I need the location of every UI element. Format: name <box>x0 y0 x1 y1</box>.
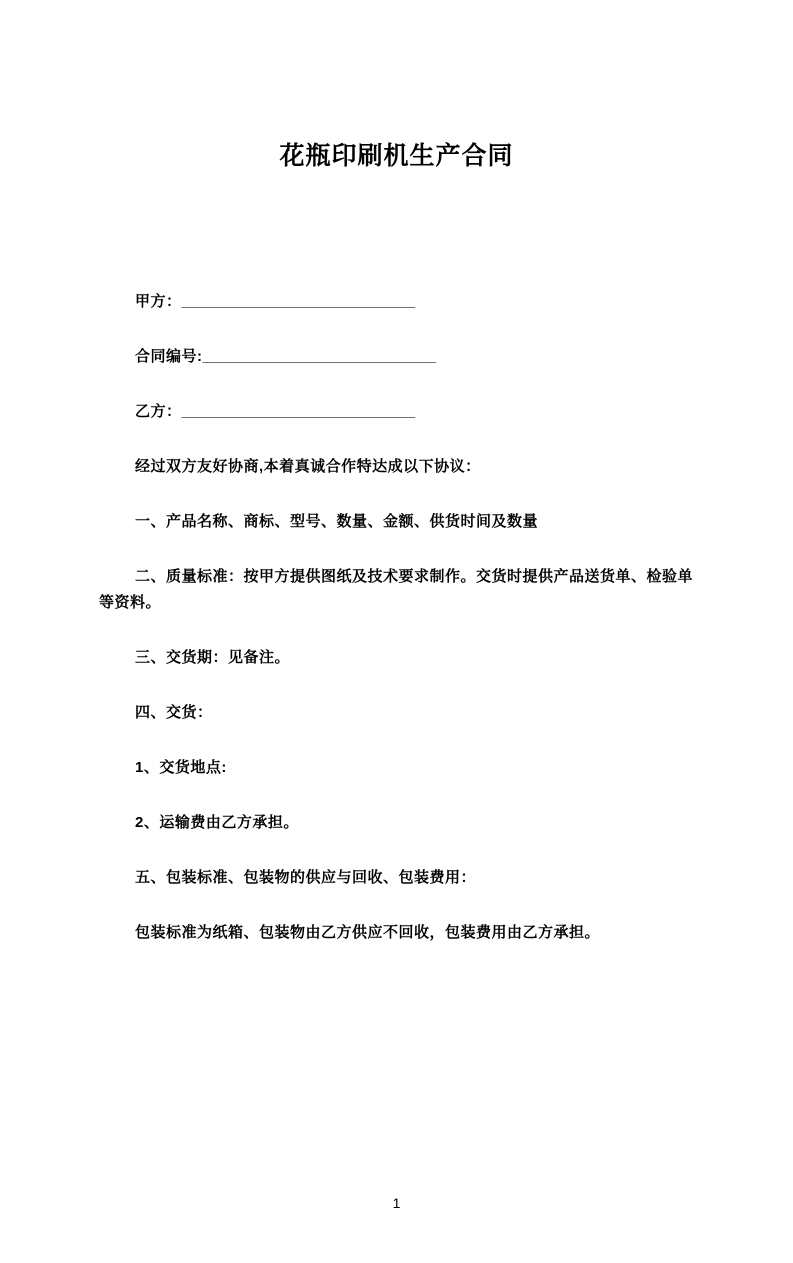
party-b-blank-line: ____________________________ <box>181 403 416 420</box>
party-b-label: 乙方： <box>135 403 182 420</box>
contract-number-field <box>99 344 694 370</box>
clause-5-packaging: 五、包装标准、包装物的供应与回收、包装费用： <box>135 869 477 886</box>
clause-5-packaging-detail: 包装标准为纸箱、包装物由乙方供应不回收，包装费用由乙方承担。 <box>135 924 601 941</box>
party-a-field <box>99 289 694 315</box>
document-title: 花瓶印刷机生产合同 <box>279 142 514 170</box>
clause-4-delivery: 四、交货： <box>135 704 213 721</box>
clause-4-item-1-location: 1、交货地点: <box>135 759 227 776</box>
party-b-field <box>99 399 694 425</box>
contract-number-blank-line: ____________________________ <box>202 348 437 365</box>
contract-number-label: 合同编号: <box>135 348 203 365</box>
clause-1-product: 一、产品名称、商标、型号、数量、金额、供货时间及数量 <box>135 513 539 530</box>
document-page <box>0 141 793 1263</box>
party-a-blank-line: ____________________________ <box>181 293 416 310</box>
page-number: 1 <box>392 1195 401 1211</box>
clause-2-quality: 二、质量标准：按甲方提供图纸及技术要求制作。交货时提供产品送货单、检验单等资料。 <box>99 568 694 611</box>
intro-paragraph: 经过双方友好协商,本着真诚合作特达成以下协议： <box>135 458 481 475</box>
document-body <box>99 289 694 946</box>
clause-4-item-2-freight: 2、运输费由乙方承担。 <box>135 814 299 831</box>
clause-3-delivery-date: 三、交货期：见备注。 <box>135 649 291 666</box>
party-a-label: 甲方： <box>135 293 182 310</box>
